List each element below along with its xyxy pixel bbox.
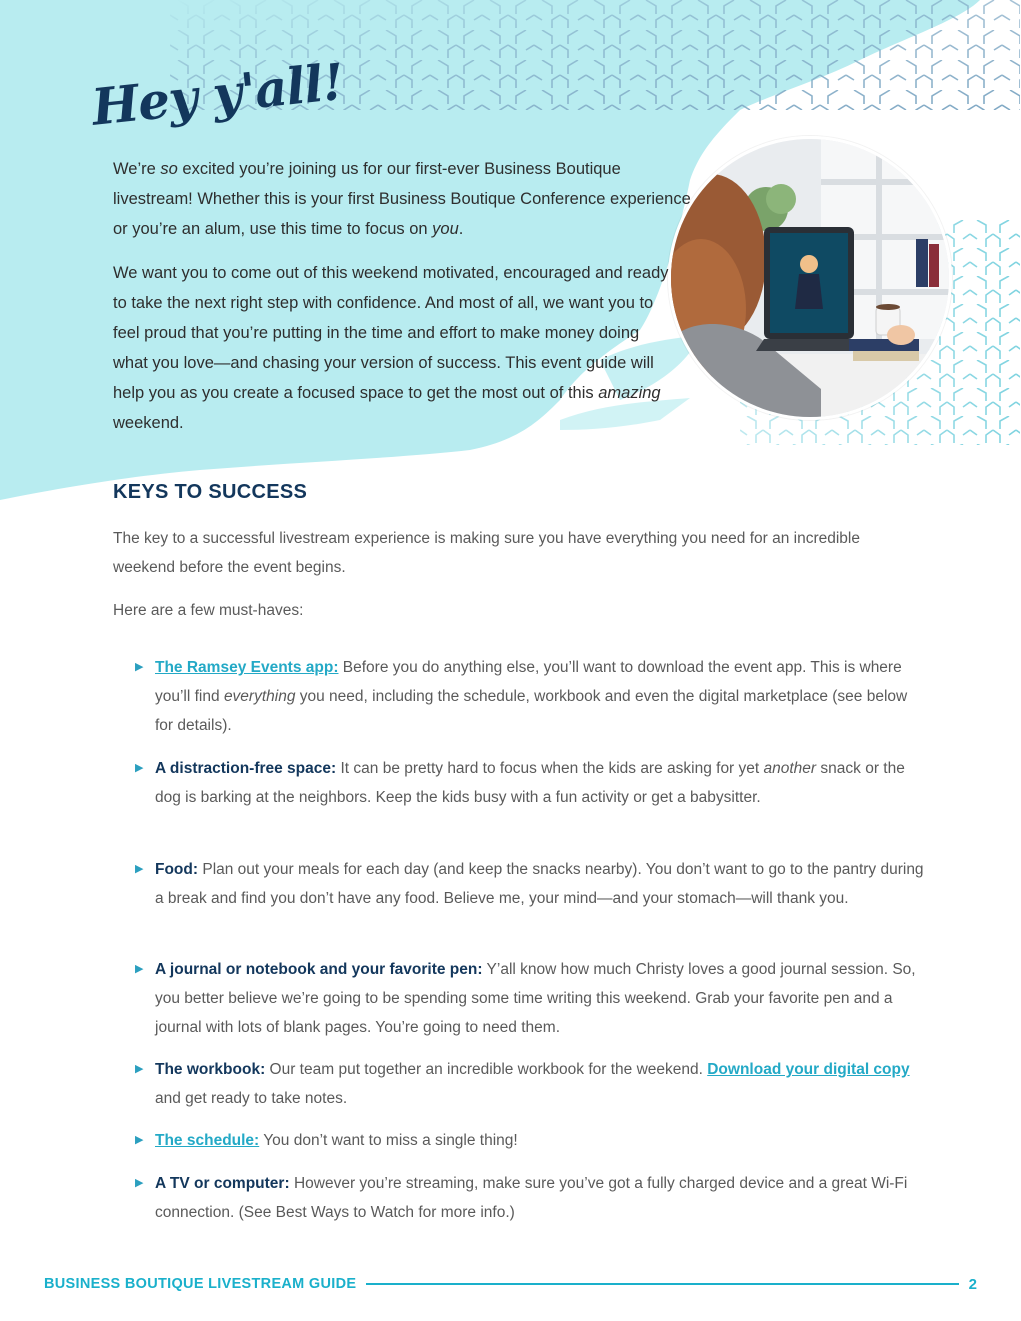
triangle-bullet-icon: ▶ <box>135 661 144 673</box>
triangle-bullet-icon: ▶ <box>135 762 144 774</box>
download-digital-copy-link[interactable]: Download your digital copy <box>707 1061 910 1078</box>
list-item-schedule: ▶ The schedule: You don’t want to miss a single thing! <box>135 1126 925 1155</box>
page-footer <box>44 1273 977 1295</box>
greeting-heading: Hey y'all! <box>88 51 346 137</box>
intro-paragraph-2: We want you to come out of this weekend motivated, encouraged and ready to take the next right step with confidence. And most of all, we want you to feel proud that you’re putting in the time and effort to make money doing what you love—and chasing your version of success. This event guide will help you as you create a focused space to get the most out of this amazing weekend. <box>113 264 669 432</box>
footer-rule <box>366 1283 958 1285</box>
triangle-bullet-icon: ▶ <box>135 863 144 875</box>
item-label: Food: <box>155 861 199 878</box>
list-item-journal: ▶ A journal or notebook and your favorite pen: Y’all know how much Christy loves a good journal session. So, you better believe we’re going to be spending some time writing this weekend. Grab your favorite pen and a journal with lots of blank pages. You’re going to need them. <box>135 955 925 1042</box>
item-label: A distraction-free space: <box>155 760 337 777</box>
item-label: A TV or computer: <box>155 1175 290 1192</box>
item-label: The workbook: <box>155 1061 266 1078</box>
triangle-bullet-icon: ▶ <box>135 1063 144 1075</box>
intro-paragraph-1: We’re so excited you’re joining us for our first-ever Business Boutique livestream! Whether this is your first Business Boutique Conference experience or you’re an alum, use this time to focus on you. <box>113 160 691 238</box>
page-number: 2 <box>968 1275 977 1293</box>
must-haves-intro: Here are a few must-haves: <box>113 602 304 619</box>
list-item-space: ▶ A distraction-free space: It can be pretty hard to focus when the kids are asking for yet another snack or the dog is barking at the neighbors. Keep the kids busy with a fun activity or get a babysitter. <box>135 754 925 812</box>
keys-intro-paragraph: The key to a successful livestream experience is making sure you have everything you need for an incredible weekend before the event begins. <box>113 530 860 576</box>
triangle-bullet-icon: ▶ <box>135 1177 144 1189</box>
schedule-link[interactable]: The schedule: <box>155 1132 260 1149</box>
ramsey-events-app-link[interactable]: The Ramsey Events app: <box>155 659 339 676</box>
item-label: A journal or notebook and your favorite pen: <box>155 961 483 978</box>
keys-to-success-heading: KEYS TO SUCCESS <box>113 481 308 503</box>
livestream-photo <box>668 136 952 420</box>
triangle-bullet-icon: ▶ <box>135 1134 144 1146</box>
list-item-tv: ▶ A TV or computer: However you’re streaming, make sure you’ve got a fully charged device and a great Wi-Fi connection. (See Best Ways to Watch for more info.) <box>135 1169 925 1227</box>
list-item-workbook: ▶ The workbook: Our team put together an incredible workbook for the weekend. Download your digital copy and get ready to take notes. <box>135 1055 925 1113</box>
list-item-app: ▶ The Ramsey Events app: Before you do anything else, you’ll want to download the event app. This is where you’ll find everything you need, including the schedule, workbook and even the digital marketplace (see below for details). <box>135 653 925 740</box>
triangle-bullet-icon: ▶ <box>135 963 144 975</box>
footer-title: BUSINESS BOUTIQUE LIVESTREAM GUIDE <box>44 1276 357 1292</box>
list-item-food: ▶ Food: Plan out your meals for each day (and keep the snacks nearby). You don’t want to go to the pantry during a break and find you don’t have any food. Believe me, your mind—and your stomach—will thank you. <box>135 855 925 913</box>
